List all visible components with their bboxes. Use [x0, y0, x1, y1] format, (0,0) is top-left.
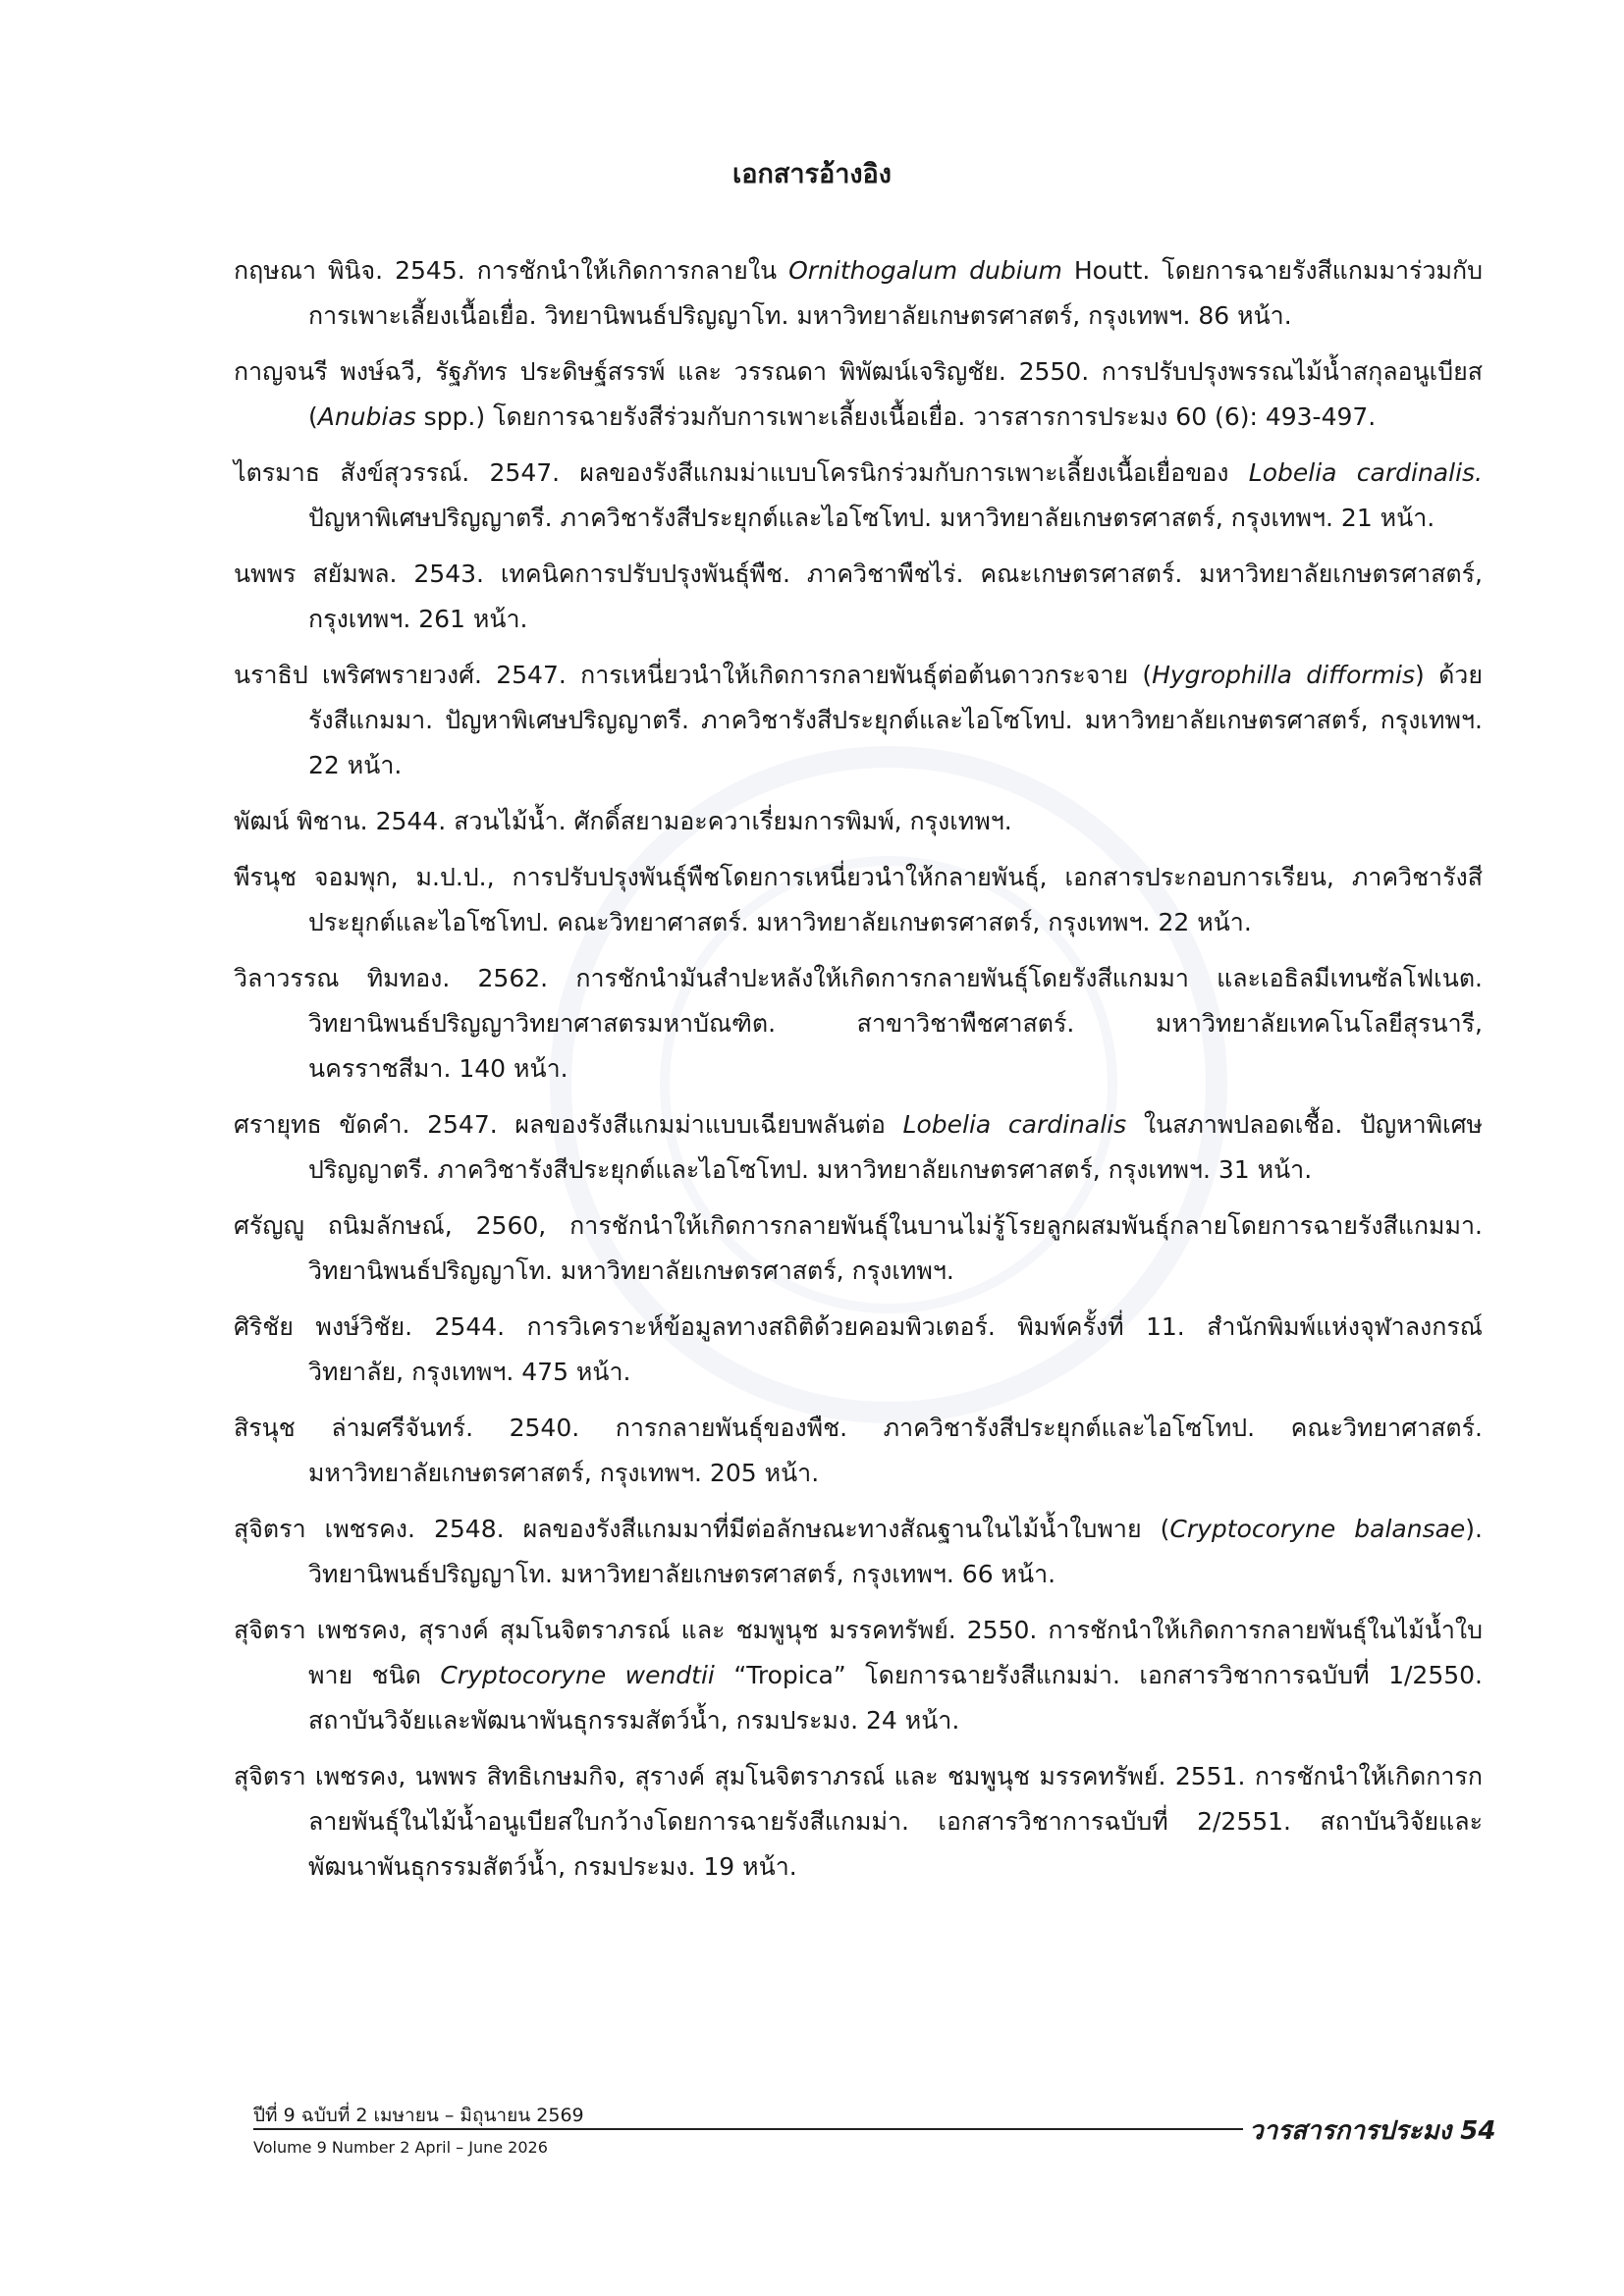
reference-italic-text: Lobelia cardinalis [902, 1110, 1127, 1139]
reference-text: ) ด้วยรังสีแกมมา. ปัญหาพิเศษปริญญาตรี. ภาควิชารังสีประยุกต์และไอโซโทป. มหาวิทยาลัยเกษตรศาสตร์, กรุงเทพฯ. 22 หน้า. [308, 661, 1483, 779]
reference-italic-text: Hygrophilla difformis [1152, 661, 1416, 689]
reference-entry [234, 1102, 1483, 1193]
reference-text: นราธิป เพริศพรายวงศ์. 2547. การเหนี่ยวนำให้เกิดการกลายพันธุ์ต่อต้นดาวกระจาย ( [234, 661, 1153, 689]
reference-entry [234, 349, 1483, 440]
reference-text: สิรนุช ล่ามศรีจันทร์. 2540. การกลายพันธุ์ของพืช. ภาควิชารังสีประยุกต์และไอโซโทป. คณะวิทยาศาสตร์. มหาวิทยาลัยเกษตรศาสตร์, กรุงเทพฯ. 205 หน้า. [234, 1414, 1483, 1487]
reference-text: พัฒน์ พิชาน. 2544. สวนไม้น้ำ. ศักดิ์สยามอะควาเรี่ยมการพิมพ์, กรุงเทพฯ. [234, 807, 1012, 835]
reference-text: สุจิตรา เพชรคง, นพพร สิทธิเกษมกิจ, สุรางค์ สุมโนจิตราภรณ์ และ ชมพูนุช มรรคทรัพย์. 2551. การชักนำให้เกิดการกลายพันธุ์ในไม้น้ำอนูเบียสใบกว้างโดยการฉายรังสีแกมม่า. เอกสารวิชาการฉบับที่ 2/2551. สถาบันวิจัยและพัฒนาพันธุกรรมสัตว์น้ำ, กรมประมง. 19 หน้า. [234, 1762, 1483, 1881]
reference-text: ศรัญญู ถนิมลักษณ์, 2560, การชักนำให้เกิดการกลายพันธุ์ในบานไม่รู้โรยลูกผสมพันธุ์กลายโดยการฉายรังสีแกมมา. วิทยานิพนธ์ปริญญาโท. มหาวิทยาลัยเกษตรศาสตร์, กรุงเทพฯ. [234, 1211, 1483, 1285]
reference-entry [234, 451, 1483, 541]
footer-issue-english: Volume 9 Number 2 April – June 2026 [253, 2138, 548, 2157]
reference-text: ศรายุทธ ขัดคำ. 2547. ผลของรังสีแกมม่าแบบเฉียบพลันต่อ [234, 1110, 903, 1139]
reference-italic-text: Cryptocoryne wendtii [440, 1661, 715, 1689]
reference-text: “Tropica” โดยการฉายรังสีแกมม่า. เอกสารวิชาการฉบับที่ 1/2550. สถาบันวิจัยและพัฒนาพันธุกรรมสัตว์น้ำ, กรมประมง. 24 หน้า. [308, 1661, 1483, 1735]
reference-text: วิลาวรรณ ทิมทอง. 2562. การชักนำมันสำปะหลังให้เกิดการกลายพันธุ์โดยรังสีแกมมา และเอธิลมีเทนซัลโฟเนต. วิทยานิพนธ์ปริญญาวิทยาศาสตรมหาบัณฑิต. สาขาวิชาพืชศาสตร์. มหาวิทยาลัยเทคโนโลยีสุรนารี, นครราชสีมา. 140 หน้า. [234, 964, 1483, 1083]
reference-italic-text: Lobelia cardinalis. [1248, 458, 1483, 487]
reference-text: ปัญหาพิเศษปริญญาตรี. ภาควิชารังสีประยุกต์และไอโซโทป. มหาวิทยาลัยเกษตรศาสตร์, กรุงเทพฯ. 21 หน้า. [308, 504, 1435, 532]
reference-entry [234, 1406, 1483, 1496]
reference-text: กฤษณา พินิจ. 2545. การชักนำให้เกิดการกลายใน [234, 256, 789, 285]
reference-entry [234, 552, 1483, 642]
reference-text: ในสภาพปลอดเชื้อ. ปัญหาพิเศษปริญญาตรี. ภาควิชารังสีประยุกต์และไอโซโทป. มหาวิทยาลัยเกษตรศาสตร์, กรุงเทพฯ. 31 หน้า. [308, 1110, 1484, 1184]
reference-entry [234, 956, 1483, 1092]
reference-entry [234, 248, 1483, 339]
reference-text: ศิริชัย พงษ์วิชัย. 2544. การวิเคราะห์ข้อมูลทางสถิติด้วยคอมพิวเตอร์. พิมพ์ครั้งที่ 11. สำนักพิมพ์แห่งจุฬาลงกรณ์วิทยาลัย, กรุงเทพฯ. 475 หน้า. [234, 1312, 1483, 1386]
reference-entry [234, 653, 1483, 788]
reference-entry [234, 1203, 1483, 1294]
reference-entry [234, 1608, 1483, 1743]
reference-entry [234, 1507, 1483, 1597]
reference-text: นพพร สยัมพล. 2543. เทคนิคการปรับปรุงพันธุ์พืช. ภาควิชาพืชไร่. คณะเกษตรศาสตร์. มหาวิทยาลัยเกษตรศาสตร์, กรุงเทพฯ. 261 หน้า. [234, 560, 1483, 633]
page-title: เอกสารอ้างอิง [732, 159, 892, 189]
footer-rule [253, 2128, 1243, 2130]
footer-issue-thai: ปีที่ 9 ฉบับที่ 2 เมษายน – มิถุนายน 2569 [253, 2105, 584, 2126]
reference-italic-text: Ornithogalum dubium [788, 256, 1062, 285]
reference-text: สุจิตรา เพชรคง, สุรางค์ สุมโนจิตราภรณ์ และ ชมพูนุช มรรคทรัพย์. 2550. การชักนำให้เกิดการกลายพันธุ์ในไม้น้ำใบพาย ชนิด [234, 1616, 1483, 1689]
footer-journal-page: วารสารการประมง 54 [1249, 2116, 1496, 2146]
reference-text: ไตรมาธ สังข์สุวรรณ์. 2547. ผลของรังสีแกมม่าแบบโครนิกร่วมกับการเพาะเลี้ยงเนื้อเยื่อของ [234, 458, 1249, 487]
reference-list [234, 248, 1483, 1900]
reference-text: สุจิตรา เพชรคง. 2548. ผลของรังสีแกมมาที่มีต่อลักษณะทางสัณฐานในไม้น้ำใบพาย ( [234, 1515, 1170, 1543]
reference-text: ). วิทยานิพนธ์ปริญญาโท. มหาวิทยาลัยเกษตรศาสตร์, กรุงเทพฯ. 66 หน้า. [308, 1515, 1483, 1588]
reference-text: spp.) โดยการฉายรังสีร่วมกับการเพาะเลี้ยงเนื้อเยื่อ. วารสารการประมง 60 (6): 493-497. [415, 402, 1377, 431]
reference-italic-text: Anubias [317, 402, 416, 431]
reference-entry [234, 799, 1483, 844]
reference-entry [234, 1305, 1483, 1395]
reference-entry [234, 1754, 1483, 1890]
reference-text: กาญจนรี พงษ์ฉวี, รัฐภัทร ประดิษฐ์สรรพ์ และ วรรณดา พิพัฒน์เจริญชัย. 2550. การปรับปรุงพรรณไม้น้ำสกุลอนูเบียส ( [234, 357, 1483, 431]
reference-text: Houtt. โดยการฉายรังสีแกมมาร่วมกับการเพาะเลี้ยงเนื้อเยื่อ. วิทยานิพนธ์ปริญญาโท. มหาวิทยาลัยเกษตรศาสตร์, กรุงเทพฯ. 86 หน้า. [308, 256, 1484, 330]
reference-entry [234, 855, 1483, 945]
reference-text: พีรนุช จอมพุก, ม.ป.ป., การปรับปรุงพันธุ์พืชโดยการเหนี่ยวนำให้กลายพันธุ์, เอกสารประกอบการเรียน, ภาควิชารังสีประยุกต์และไอโซโทป. คณะวิทยาศาสตร์. มหาวิทยาลัยเกษตรศาสตร์, กรุงเทพฯ. 22 หน้า. [234, 863, 1483, 936]
reference-italic-text: Cryptocoryne balansae [1169, 1515, 1466, 1543]
